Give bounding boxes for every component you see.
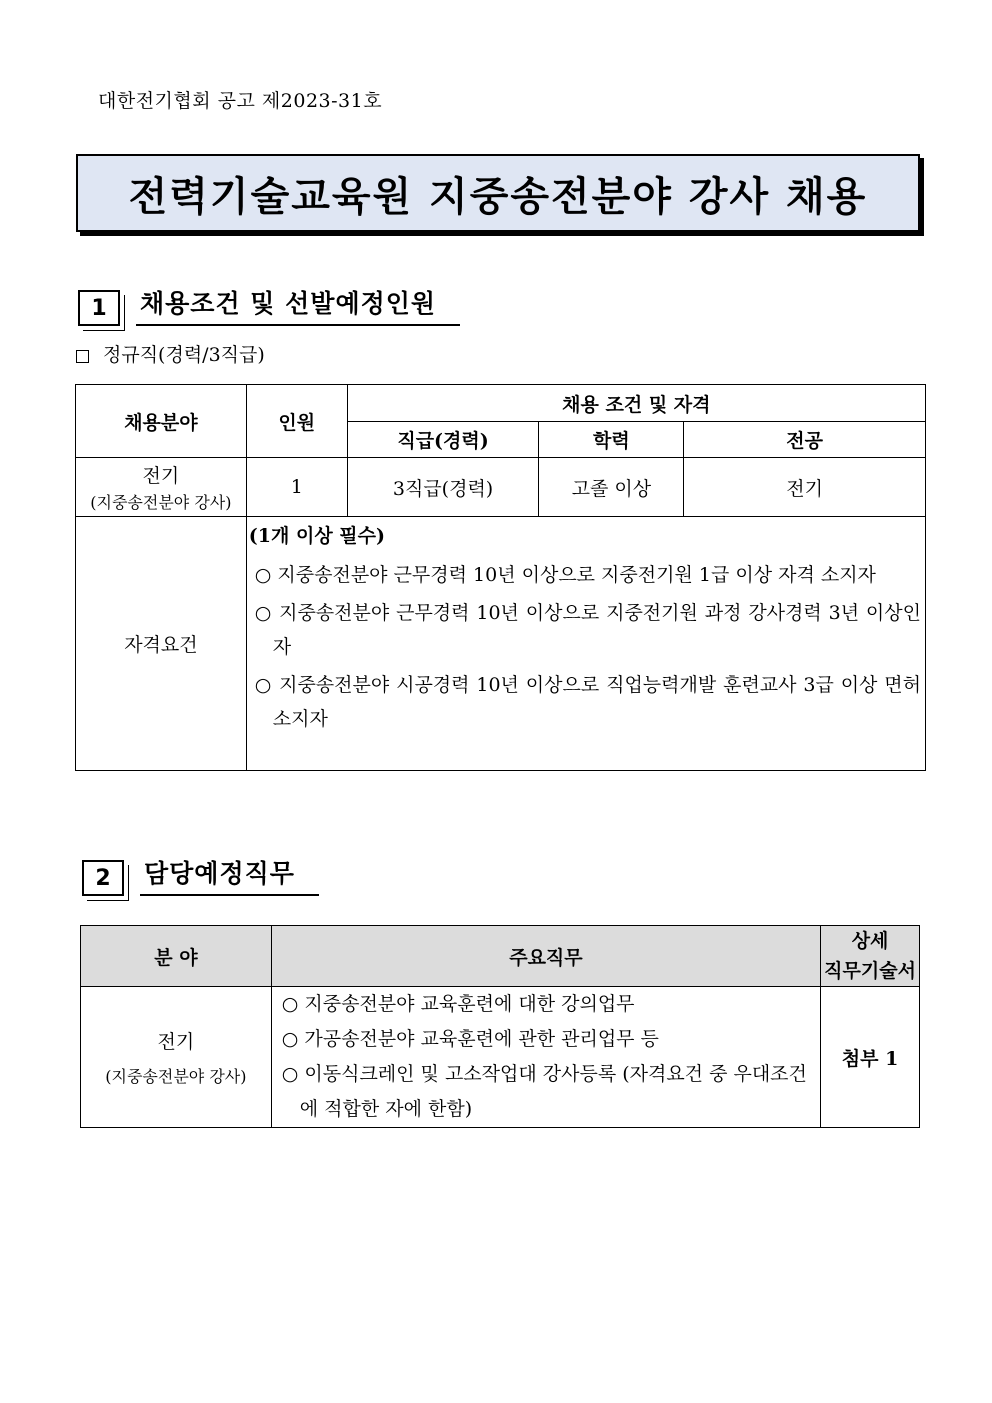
duty-field-sub: (지중송전분야 강사) [105, 1067, 247, 1086]
duty-field-name: 전기 [157, 1031, 195, 1053]
duties-table [80, 925, 920, 1128]
cell-field [76, 458, 247, 517]
header-field: 채용분야 [76, 385, 247, 458]
section2-title: 담당예정직무 [140, 854, 319, 896]
recruitment-table [75, 384, 926, 771]
cell-major: 전기 [684, 458, 926, 517]
table-row [81, 987, 920, 1128]
employment-type [76, 340, 265, 367]
header-duties: 주요직무 [271, 926, 820, 987]
section1-title: 채용조건 및 선발예정인원 [136, 284, 460, 326]
cell-education: 고졸 이상 [539, 458, 684, 517]
requirements-content [246, 517, 925, 771]
cell-attachment: 첨부 1 [821, 987, 920, 1128]
title-banner [76, 154, 920, 232]
header-major: 전공 [684, 422, 926, 458]
duty-item: ○ 가공송전분야 교육훈련에 관한 관리업무 등 [281, 1028, 659, 1050]
cell-grade: 3직급(경력) [347, 458, 539, 517]
header-education: 학력 [539, 422, 684, 458]
section2-number: 2 [82, 860, 124, 896]
header-grade: 직급(경력) [347, 422, 539, 458]
field-name: 전기 [142, 465, 180, 487]
header-duty-field: 분 야 [81, 926, 272, 987]
requirement-item: ○ 지중송전분야 근무경력 10년 이상으로 지중전기원 과정 강사경력 3년 이상인 자 [254, 602, 921, 658]
requirements-head: (1개 이상 필수) [248, 525, 385, 547]
header-spec-line2: 직무기술서 [824, 960, 916, 982]
field-sub: (지중송전분야 강사) [90, 493, 232, 512]
cell-duty-field [81, 987, 272, 1128]
requirements-row [76, 517, 926, 771]
header-count: 인원 [246, 385, 347, 458]
checkbox-icon [76, 350, 89, 363]
header-spec [821, 926, 920, 987]
cell-count: 1 [246, 458, 347, 517]
page-title: 전력기술교육원 지중송전분야 강사 채용 [128, 173, 868, 220]
cell-duties [271, 987, 820, 1128]
section1-heading [78, 284, 460, 326]
employment-type-label: 정규직(경력/3직급) [103, 344, 265, 366]
duty-item: ○ 이동식크레인 및 고소작업대 강사등록 (자격요건 중 우대조건에 적합한 자에 한함) [281, 1063, 807, 1120]
header-conditions: 채용 조건 및 자격 [347, 385, 925, 422]
requirement-item: ○ 지중송전분야 근무경력 10년 이상으로 지중전기원 1급 이상 자격 소지자 [254, 564, 876, 586]
table-row [76, 458, 926, 517]
requirements-label: 자격요건 [76, 517, 247, 771]
section1-number: 1 [78, 290, 120, 326]
requirement-item: ○ 지중송전분야 시공경력 10년 이상으로 직업능력개발 훈련교사 3급 이상 면허 소지자 [254, 674, 921, 730]
duty-item: ○ 지중송전분야 교육훈련에 대한 강의업무 [281, 993, 635, 1015]
notice-number: 대한전기협회 공고 제2023-31호 [98, 90, 383, 112]
header-spec-line1: 상세 [851, 930, 889, 952]
section2-heading [82, 854, 319, 896]
